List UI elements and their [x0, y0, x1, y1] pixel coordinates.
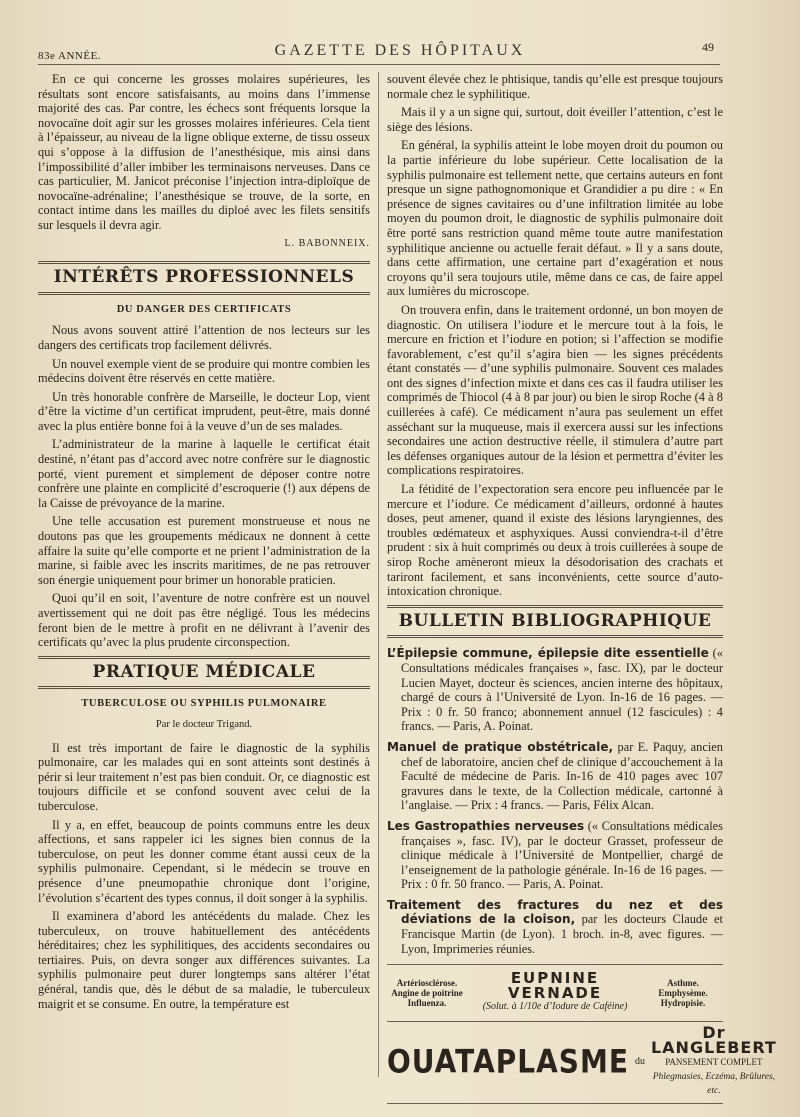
biblio-title: Les Gastropathies nerveuses: [387, 818, 585, 833]
article-subheading-certificats: DU DANGER DES CERTIFICATS: [116, 303, 292, 315]
paragraph: Il examinera d’abord les antécédents du malade. Chez les tuberculeux, on trouve habituellement des antécédents héréditaires; chez les syphilitiques, des accidents secondaires ou tertiaires. Puis, on devra songer aux différences suivantes. La syphilis pulmonaire peut durer longtemps sans altérer l’état général, tandis que, dès le début de sa maladie, le tuberculeux maigrit et se consume. En outre, la température est: [38, 909, 370, 1011]
biblio-details: par les docteurs Claude et Francisque Martin (de Lyon). 1 broch. in-8, avec figures. — Lyon, Imprimeries réunies.: [401, 912, 723, 956]
biblio-details: par E. Paquy, ancien chef de laboratoire, ancien chef de clinique d’accouchement à la Faculté de médecine de Paris. In-16 de 410 pages avec 107 gravures dans le texte, de la Collection médicale, cartonné à l’anglaise. — Prix : 4 francs. — Paris, Félix Alcan.: [401, 739, 723, 813]
advertisement-eupnine: [387, 964, 723, 1015]
paragraph: Un nouvel exemple vient de se produire qui montre combien les médecins doivent être réservés en cette matière.: [38, 356, 370, 386]
header-rule: [38, 64, 720, 65]
ad-indications-right: Asthme. Emphysème. Hydropisie.: [658, 978, 708, 1009]
paragraph: Un très honorable confrère de Marseille, le docteur Lop, vient d’être la victime d’un certificat imprudent, peut-être, mais donné avec la plus entière bonne foi à la veuve d’un de ses malades.: [38, 389, 370, 433]
section-heading-bulletin: BULLETIN BIBLIOGRAPHIQUE: [387, 605, 723, 639]
section-heading-interets: INTÉRÊTS PROFESSIONNELS: [38, 261, 370, 295]
newspaper-title: GAZETTE DES HÔPITAUX: [274, 42, 526, 59]
paragraph: Nous avons souvent attiré l’attention de nos lecteurs sur les dangers des certificats trop facilement délivrés.: [38, 323, 370, 352]
ad-indications-left: Artériosclérose. Angine de poitrine Influenza.: [391, 978, 463, 1009]
paragraph: Quoi qu’il en soit, l’aventure de notre confrère est un nouvel avertissement qui ne doit pas être négligé. Tous les médecins feront bien de le mettre à profit en ne délivrant à l’avenir des certificats qu’avec la plus prudente circonspection.: [38, 591, 370, 650]
ad-product-name: OUATAPLASME: [387, 1042, 629, 1081]
paragraph: Il y a, en effet, beaucoup de points communs entre les deux affections, et sans rappeler ici les signes bien connus de la tuberculose, on peut les donner comme étant aussi ceux de la syphilis pulmonaire. Cependant, si le médecin se trouve en présence d’une pneumopathie chronique dont l’origine, l’évolution s’écartent des types connus, il doit songer à la syphilis.: [38, 817, 370, 905]
column-divider: [378, 72, 379, 1077]
advertisement-ouataplasme: [387, 1021, 777, 1104]
right-column: [387, 72, 777, 1097]
paragraph: On trouvera enfin, dans le traitement ordonné, un bon moyen de diagnostic. On utilisera l’iodure et le mercure tout à la fois, le mercure en friction et l’iodure en potion; si l’affection se modifie favorablement, c’est qu’il s’agira bien — les signes précédents étant constatés — d’une syphilis pulmonaire. Souvent ces malades ont des signes d’infection mixte et dans ces cas il faudra utiliser les comprimés de Thiocol (4 à 8 par jour) ou bien le sirop Roche (4 à 8 cuillerées à café). Ce médicament n’aura pas seulement un effet asséchant sur la muqueuse, mais il exercera aussi sur les infections secondaires une action destructive réelle, il stimulera d’autre part les défenses organiques autour de la lésion et permettra d’éviter les complications respiratoires.: [387, 302, 723, 478]
paragraph: La fétidité de l’expectoration sera encore peu influencée par le mercure et l’iodure. Ce médicament d’ailleurs, ordonné à hautes doses, peut amener, quand il existe des lésions laryngiennes, des troubles œdémateux et asphyxiques. Aussi conviendra-t-il d’être prudent : six à huit comprimés ou deux à trois cuillerées à soupe de sirop Roche amèneront mieux la désodorisation des crachats et tariront facilement, et sans inconvénients, cette source d’auto-intoxication chronique.: [387, 482, 723, 599]
year-label: 83e ANNÉE.: [38, 50, 102, 62]
ad-indications: Phlegmasies, Eczéma, Brûlures, etc.: [652, 1071, 776, 1097]
ad-details: [650, 1023, 777, 1099]
paragraph: souvent élevée chez le phtisique, tandis qu’elle est presque toujours normale chez le syphilitique.: [387, 72, 723, 101]
intro-paragraph: En ce qui concerne les grosses molaires supérieures, les résultats sont encore satisfaisants, au moins dans l’immense majorité des cas. Par contre, les échecs sont fréquents lorsque la novocaïne doit agir sur les grosses molaires inférieures. Cela tient à l’épaisseur, au niveau de la ligne oblique externe, de tissu osseux qui s’oppose à la diffusion de l’anesthésique, mis ainsi dans l’impossibilité d’aller imbiber les terminaisons nerveuses. Dans ce cas particulier, M. Janicot préconise l’injection intra-diploïque de novocaïne-adrénaline; l’anesthésique se trouve, de la sorte, en contact intime dans les mailles du diploé avec les filets sensitifs sur lesquels il devra agir.: [38, 72, 370, 232]
biblio-entry: [387, 898, 723, 956]
ad-connector: du: [634, 1056, 645, 1068]
article-subheading-tuberculose: TUBERCULOSE OU SYPHILIS PULMONAIRE: [81, 698, 327, 710]
ad-center: [475, 971, 635, 1015]
paragraph: En général, la syphilis atteint le lobe moyen droit du poumon ou la partie inférieure du lobe supérieur. Cette localisation de la syphilis pulmonaire est tellement nette, que certains auteurs en font presque un signe pathognomonique et Grandidier a pu dire : « En présence de signes cavitaires ou d’une infiltration limitée au lobe moyen du poumon droit, le diagnostic de syphilis pulmonaire doit être porté sans restriction quand même toute autre manifestation syphilitique ancienne ou actuelle ferait défaut. » Il y a sans doute, dans cette affirmation, une certaine part d’exagération et nous croyons qu’il sera toujours utile, même dans ce cas, de faire appel aux lumières du microscope.: [387, 138, 723, 299]
page-number: 49: [702, 40, 714, 54]
paragraph: L’administrateur de la marine à laquelle le certificat était destiné, n’étant pas d’accord avec notre confrère sur le diagnostic porté, vient purement et simplement de déposer contre notre confrère une plainte en complicité d’escroquerie (!) aux dépens de la Caisse de prévoyance de la marine.: [38, 437, 370, 510]
biblio-details: (« Consultations médicales françaises », fasc. IX), par le docteur Lucien Mayet, docteur ès sciences, ancien interne des hôpitaux, chargé de cours à l’Université de Lyon. In-16 de 16 pages. — Prix : 0 fr. 50 franco; abonnement annuel (12 fascicules) : 4 francs. — Paris, A. Poinat.: [401, 646, 724, 734]
article-byline: Par le docteur Trigand.: [155, 718, 253, 730]
biblio-entry: [387, 646, 723, 734]
biblio-title: Manuel de pratique obstétricale,: [387, 739, 614, 754]
biblio-title: L’Épilepsie commune, épilepsie dite essentielle: [387, 646, 709, 661]
paragraph: Il est très important de faire le diagnostic de la syphilis pulmonaire, car les malades qui en sont atteints sont destinés à périr si leur traitement n’est pas bien conduit. Or, ce diagnostic est toujours difficile et se confond souvent avec celui de la tuberculose.: [38, 740, 370, 813]
paragraph: Une telle accusation est purement monstrueuse et nous ne doutons pas que les groupements médicaux ne donnent à cette affaire la suite qu’elle comporte et ne prient l’administration de la marine, si faible avec les inscrits maritimes, de ne pas retrouver son énergie uniquement pour brimer un honorable praticien.: [38, 514, 370, 587]
section-heading-pratique: PRATIQUE MÉDICALE: [38, 656, 370, 690]
running-head: [0, 40, 800, 62]
biblio-entry: [387, 740, 723, 813]
left-column: [38, 72, 370, 1077]
biblio-details: (« Consultations médicales françaises », fasc. IV), par le docteur Grasset, professeur de clinique médicale à l’Université de Montpellier, chargé de l’enseignement de la pathologie générale. In-16 de 16 pages. — Prix : 0 fr. 50 franco. — Paris, A. Poinat.: [401, 818, 723, 892]
biblio-entry: [387, 819, 723, 892]
paragraph: Mais il y a un signe qui, surtout, doit éveiller l’attention, c’est le siège des lésions.: [387, 105, 723, 134]
ad-product-name: EUPNINE VERNADE: [507, 969, 603, 1002]
ad-product-formula: (Solut. à 1/10e d’Iodure de Caféine): [482, 1001, 628, 1013]
biblio-title: Traitement des fractures du nez et des déviations de la cloison,: [387, 897, 723, 927]
ad-tagline: PANSEMENT COMPLET: [665, 1057, 763, 1068]
ad-doctor-name: Dr LANGLEBERT: [650, 1023, 777, 1057]
author-signature: L. BABONNEIX.: [284, 237, 370, 249]
